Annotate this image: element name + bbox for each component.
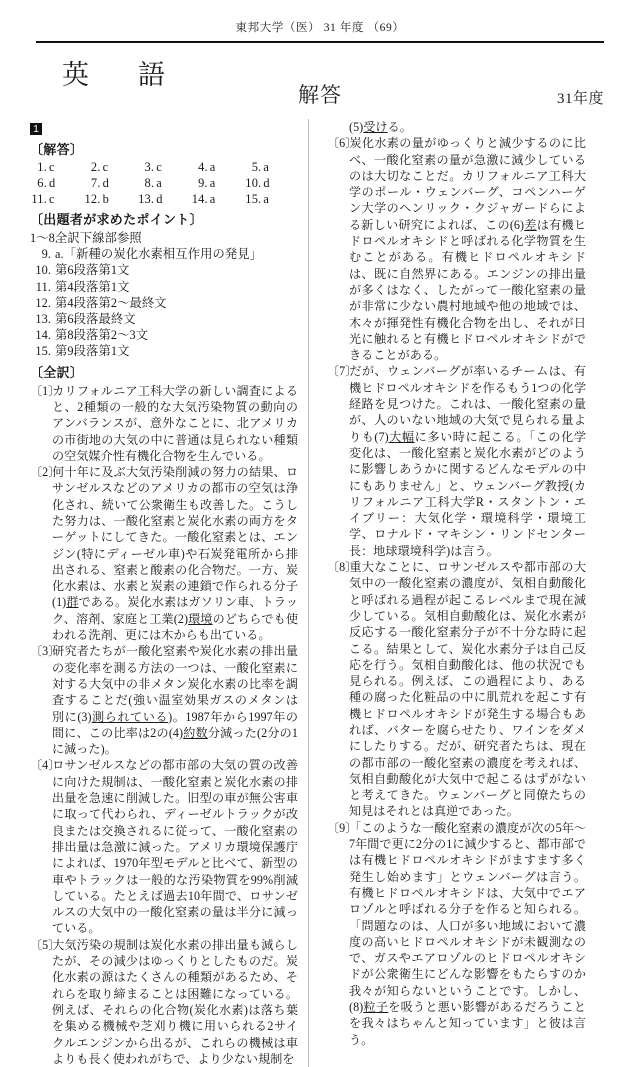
translation-paragraph-6	[327, 135, 586, 363]
year-title: 31年度	[556, 91, 604, 107]
answer-value: a	[263, 192, 270, 206]
point-text: 第9段落第1文	[55, 344, 130, 359]
answer-number: 8.	[144, 176, 155, 190]
answer-item	[244, 192, 298, 207]
answer-title: 解答	[298, 83, 342, 107]
answer-number: 7.	[90, 176, 101, 190]
answer-number: 1.	[37, 160, 47, 174]
underlined-phrase: 群	[66, 595, 79, 610]
running-head: 東邦大学（医） 31 年度 （69）	[235, 22, 405, 34]
answer-value: a	[209, 192, 216, 206]
point-text: 第4段落第1文	[55, 279, 130, 294]
translation-paragraph-4	[30, 757, 298, 936]
list-item	[30, 343, 298, 359]
underlined-phrase: 粒子	[363, 1000, 389, 1015]
paragraph-text: を吸うと悪い影響があるだろうことを我々はちゃんと知っています」と彼は言う。	[349, 1000, 586, 1047]
underline-marker: (5)	[349, 120, 364, 134]
paragraph-text: )。1987年から1997年の間に、この比率は2の	[52, 709, 298, 740]
answer-item	[191, 192, 245, 207]
answer-number: 6.	[37, 176, 47, 190]
point-text: a.「新種の炭化水素相互作用の発見」	[55, 247, 263, 262]
answer-item	[84, 176, 138, 191]
paragraph-text: 重大なことに、ロサンゼルスや都市部の大気中の一酸化窒素の濃度が、気相自動酸化と呼ばれる過程が起こるレベルまで現在減少している。気相自動酸化は、炭化水素が反応する一酸化窒素分子が不十分な時に起こる。結果として、炭化水素分子は自己反応を行う。気相自動酸化は、他の状況でも見られる。例えば、この過程により、ある種の腐った化粧品の中に肌荒れを起こす有機ヒドロペルオキシドが発生する場合もあれば、バターを腐らせたり、ワインをダメにしたりする。だが、研究者たちは、現在の都市部の一酸化窒素の濃度を考えれば、気相自動酸化が大気中で起こるはずがないと考えてきた。ウェンバーグと同僚たちの知見はそれとは真逆であった。	[349, 560, 586, 819]
list-item	[30, 262, 298, 278]
answers-heading: 〔解答〕	[30, 142, 84, 157]
underlined-phrase: 約数	[183, 725, 208, 740]
point-label: 9.	[41, 247, 51, 262]
right-column	[308, 119, 586, 1067]
answer-item	[84, 160, 138, 175]
answer-number: 4.	[198, 160, 208, 174]
answer-number: 2.	[90, 160, 101, 174]
underlined-phrase: 差	[524, 217, 537, 232]
point-label: 1～8.	[30, 231, 59, 245]
answer-value: c	[156, 160, 162, 174]
answer-number: 13.	[138, 192, 155, 206]
translation-paragraph-9	[327, 820, 586, 1048]
list-item	[30, 279, 298, 295]
translation-paragraph-1	[30, 383, 298, 464]
underline-marker: (3)	[77, 709, 92, 724]
answer-item	[137, 192, 191, 207]
answer-item	[30, 160, 84, 175]
answer-value: a	[209, 176, 216, 190]
underline-marker: (1)	[52, 595, 67, 610]
underline-marker: (4)	[168, 725, 184, 740]
translation-paragraph-7	[327, 363, 586, 559]
paragraph-text: 大気汚染の規制は炭化水素の排出量も減らしたが、その減少はゆっくりとしたものだ。炭化水素の源はたくさんの種類があるため、それらを取り締まることは困難になっている。例えば、それらの化合物(炭化水素)は落ち葉を集める機械や芝刈り機に用いられる2サイクルエンジンから出るが、これらの機械は車よりも長く使われがちで、より少ない規制を	[52, 937, 298, 1066]
answer-item	[84, 192, 138, 207]
paragraph-number: 〔3〕	[30, 644, 61, 659]
point-label: 11.	[35, 279, 51, 294]
paragraph-text: のどちらでも使われる洗剤、更には木からも出ている。	[52, 611, 298, 643]
two-column-body	[30, 119, 610, 1067]
list-item	[30, 311, 298, 327]
answer-value: b	[102, 192, 109, 206]
answer-value: c	[49, 160, 55, 174]
answer-item	[244, 176, 298, 191]
paragraph-text: 「このような一酸化窒素の濃度が次の5年～7年間で更に2分の1に減少すると、都市部では有機ヒドロペルオキシドがますます多く発生し始めます」とウェンバーグは言う。有機ヒドロペルオキシドは、大気中でエアロゾルと呼ばれる分子を作ると知られる。「問題なのは、人口が多い地域において濃度の高いヒドロペルオキシドが未観測なので、ガスやエアロゾルのヒドロペルオキシドが公衆衛生にどんな影響をもたらすのか我々が知らないということです。しかし、	[349, 820, 586, 998]
translation-paragraph-3	[30, 643, 298, 757]
translation-paragraph-2	[30, 464, 298, 643]
point-text: 全訳下線部参照	[55, 231, 142, 245]
paragraph-number: 〔2〕	[30, 465, 61, 480]
answer-number: 5.	[251, 160, 262, 174]
paragraph-text: に多い時に起こる。「この化学変化は、一酸化窒素と炭化水素がどのように影響しあうかに関するどんなモデルの中にもありません」と、ウェンバーグ教授(カリフォルニア工科大学R・スタントン・エイブリー：大気化学・環境科学・環境工学、ロナルド・マキシン・リンドセンター長：地球環境科学)は言う。	[349, 429, 586, 558]
paragraph-text: る。	[387, 120, 412, 134]
answer-value: a	[156, 176, 162, 190]
subject-title: 英 語	[62, 60, 176, 90]
points-list	[30, 230, 298, 360]
paragraph-number: 〔1〕	[30, 383, 61, 398]
paragraph-number: 〔7〕	[327, 364, 358, 379]
answer-value: a	[263, 160, 270, 174]
answer-value: c	[102, 160, 109, 174]
underlined-phrase: 環境	[188, 611, 213, 626]
answer-number: 14.	[191, 192, 208, 206]
answer-number: 15.	[245, 192, 262, 206]
point-label: 15.	[35, 344, 51, 359]
answer-value: d	[263, 176, 270, 190]
point-label: 12.	[35, 295, 51, 310]
list-item	[30, 327, 298, 343]
point-text: 第6段落最終文	[55, 312, 136, 327]
translation-paragraph-5	[30, 937, 298, 1067]
answer-number: 10.	[245, 176, 262, 190]
answer-item	[137, 160, 191, 175]
paragraph-number: 〔4〕	[30, 758, 61, 773]
answer-value: d	[156, 192, 163, 206]
answer-key-grid	[30, 160, 298, 207]
answer-item	[191, 176, 245, 191]
answer-number: 9.	[198, 176, 208, 190]
paragraph-number: 〔5〕	[30, 937, 61, 952]
paragraph-text: ロサンゼルスなどの都市部の大気の質の改善に向けた規制は、一酸化窒素と炭化水素の排出量を急速に削減した。旧型の車が無公害車に取って代わられ、ディーゼルトラックが改良または交換されるに従って、一酸化窒素の排出量は急激に減った。アメリカ環境保護庁によれば、1970年型モデルと比べて、新型の車やトラックは一般的な汚染物質を99%削減している。たとえば過去10年間で、ロサンゼルスの大気中の一酸化窒素の量は半分に減っている。	[52, 758, 298, 936]
underlined-phrase: 測られている	[91, 709, 169, 724]
underline-marker: (8)	[349, 1000, 364, 1015]
paragraph-number: 〔8〕	[327, 560, 358, 575]
answer-number: 12.	[84, 192, 101, 206]
underline-marker: (6)	[509, 217, 525, 232]
point-label: 14.	[35, 328, 51, 343]
paragraph-number: 〔6〕	[327, 136, 358, 151]
answer-number: 3.	[144, 160, 155, 174]
answer-item	[30, 176, 84, 191]
list-item	[30, 295, 298, 311]
underlined-phrase: 受け	[363, 120, 388, 134]
section-number-badge: 1	[30, 123, 42, 135]
answer-item	[137, 176, 191, 191]
paragraph-text: だが、ウェンバーグが率いるチームは、有機ヒドロペルオキシドを作るもう1つの化学経路を見つけた。これは、一酸化窒素の量が、人のいない地域の大気で見られる量よりも	[349, 364, 586, 444]
answer-value: a	[209, 160, 216, 174]
underline-marker: (7)	[374, 429, 389, 444]
point-text: 第6段落第1文	[55, 263, 130, 278]
answer-item	[30, 192, 84, 207]
translation-heading: 〔全訳〕	[30, 364, 84, 380]
point-text: 第8段落第2～3文	[55, 328, 149, 343]
left-column	[30, 119, 308, 1067]
paragraph-text: である。炭化水素はガソリン車、トラック、溶剤、家庭と工業	[52, 595, 298, 626]
paragraph-text: は有機ヒドロペルオキシドと呼ばれる化学物質を生むことがある。有機ヒドロペルオキシドは、既に自然界にある。エンジンの排出量が多くはなく、したがって一酸化窒素の量が非常に少ない農村地域や他の地域では、木々が揮発性有機化合物を出し、それが日光に触れると有機ヒドロペルオキシドができることがある。	[349, 217, 586, 363]
paragraph-text: 炭化水素の量がゆっくりと減少するのに比べ、一酸化窒素の量が急激に減少しているのは大切なことだ。カリフォルニア工科大学のポール・ウェンバーグ、コペンハーゲン大学のヘンリック・クジャガードらによる新しい研究によれば、この	[349, 136, 586, 232]
answer-value: c	[49, 192, 55, 206]
answer-value: d	[49, 176, 56, 190]
point-text: 第4段落第2～最終文	[55, 295, 167, 310]
translation-paragraph-5-continued	[327, 119, 586, 135]
title-band	[36, 43, 604, 119]
paragraph-text: 分減った(2分の1に減った)。	[52, 725, 298, 757]
paragraph-text: 研究者たちが一酸化窒素や炭化水素の排出量の変化率を測る方法の一つは、一酸化窒素に対する大気中の非メタン炭化水素の比率を調査することだ(強い温室効果ガスのメタンは別に	[52, 644, 298, 724]
paragraph-number: 〔9〕	[327, 820, 358, 835]
answer-item	[244, 160, 298, 175]
underlined-phrase: 大幅	[388, 429, 415, 444]
paragraph-text: 何十年に及ぶ大気汚染削減の努力の結果、ロサンゼルスなどのアメリカの都市の空気は浄化され、続いて公衆衛生も改善した。こうした努力は、一酸化窒素と炭化水素の両方をターゲットにしてきた。一酸化窒素とは、エンジン(特にディーゼル車)や石炭発電所から排出される、窒素と酸素の化合物だ。一方、炭化水素は、水素と炭素の連鎖で作られる分子	[52, 465, 298, 594]
list-item	[30, 246, 298, 262]
translation-paragraph-8	[327, 559, 586, 820]
points-heading: 〔出題者が求めたポイント〕	[30, 212, 203, 227]
answer-item	[191, 160, 245, 175]
paragraph-text: カリフォルニア工科大学の新しい調査によると、2種類の一般的な大気汚染物質の動向のアンバランスが、意外なことに、北アメリカの市街地の大気の中に普通は見られない種類の空気媒介性有機化合物を生んでいる。	[52, 383, 298, 463]
point-label: 13.	[35, 312, 51, 327]
underline-marker: (2)	[173, 611, 189, 626]
answer-number: 11.	[31, 192, 47, 206]
list-item	[30, 230, 298, 246]
point-label: 10.	[35, 263, 51, 278]
answer-value: d	[102, 176, 109, 190]
